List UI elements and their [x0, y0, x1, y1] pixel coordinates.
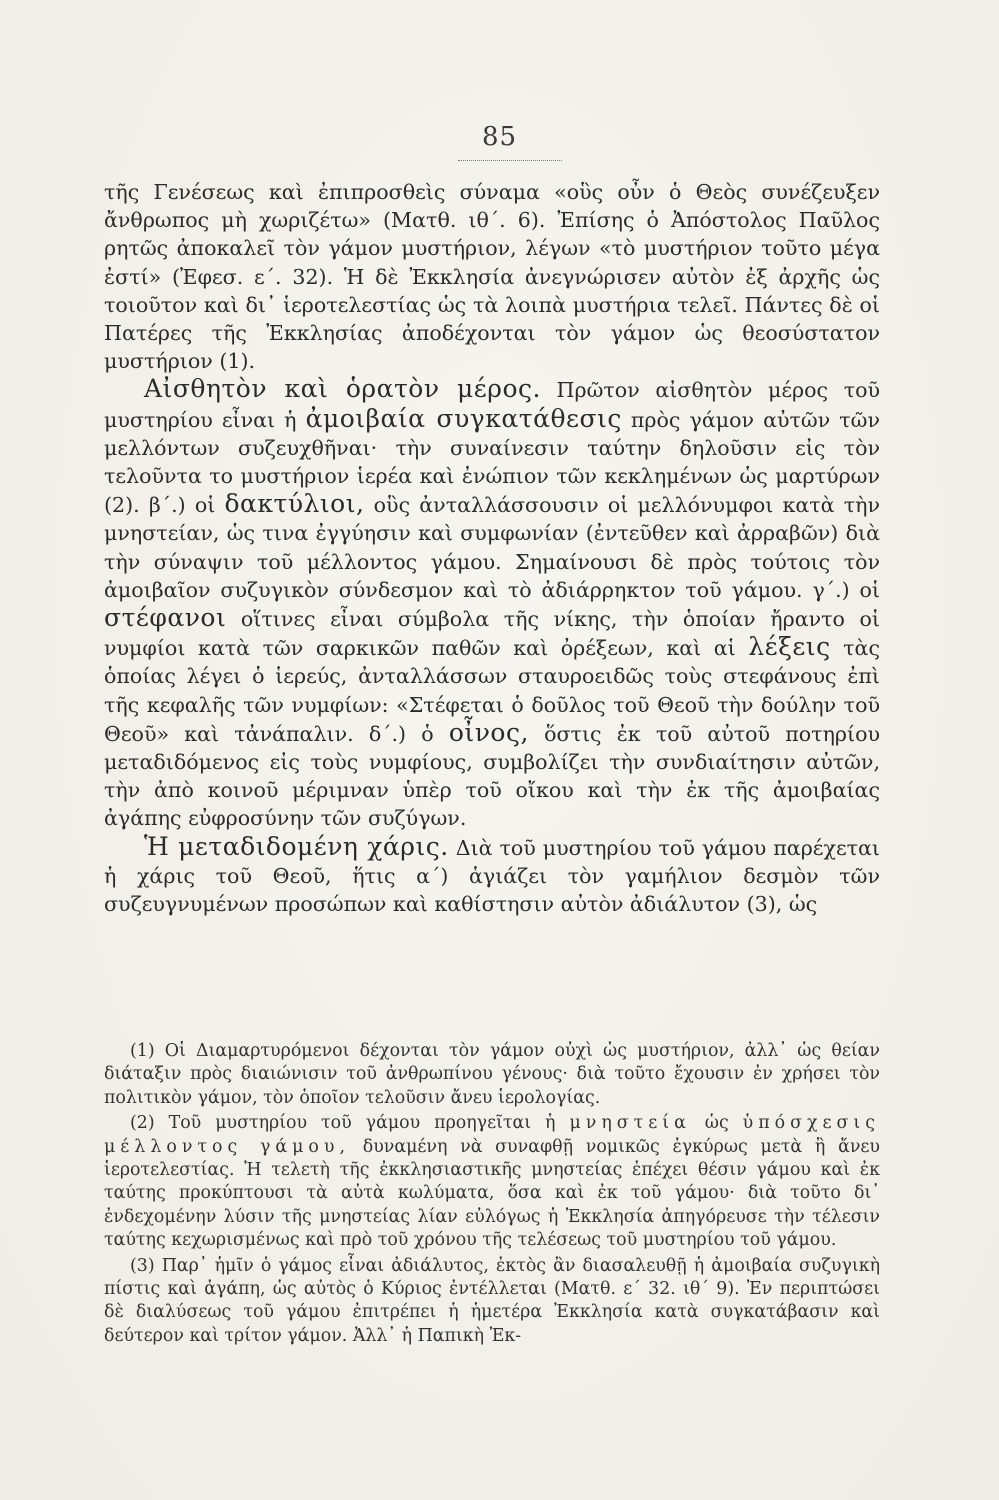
emphasis-crowns: στέφανοι — [104, 603, 227, 633]
footnote-3: (3) Παρ᾽ ἡμῖν ὁ γάμος εἶναι ἀδιάλυτος, ἐκτὸς ἂν διασαλευθῇ ἡ ἀμοιβαία συζυγικὴ πίστις καὶ ἀγάπη, ὡς αὐτὸς ὁ Κύριος ἐντέλλεται (Ματθ. ε΄ 32. ιθ΄ 9). Ἐν περιπτώσει δὲ διαλύσεως τοῦ γάμου ἐπιτρέπει ἡ ἡμετέρα Ἐκκλησία κατὰ συγκατάβασιν καὶ δεύτερον καὶ τρίτον γάμον. Ἀλλ᾽ ἡ Παπικὴ Ἐκ- — [104, 1255, 880, 1346]
text-run: οἵτινες εἶναι σύμβολα τῆς νίκης, τὴν ὁποίαν ἤραντο οἱ νυμφίοι κατὰ τῶν σαρκικῶν παθῶν καὶ ὀρέξεων, καὶ αἱ — [104, 607, 880, 661]
text-run: ὡς — [690, 1113, 743, 1134]
paragraph-2 — [104, 375, 880, 832]
footnote-1: (1) Οἱ Διαμαρτυρόμενοι δέχονται τὸν γάμον οὐχὶ ὡς μυστήριον, ἀλλ᾽ ὡς θείαν διάταξιν πρὸς διαιώνισιν τοῦ ἀνθρωπίνου γένους· διὰ τοῦτο ἔχουσιν ἐν χρήσει τὸν πολιτικὸν γάμον, τὸν ὁποῖον τελοῦσιν ἄνευ ἱερολογίας. — [104, 1041, 880, 1108]
emphasis-words: λέξεις — [748, 632, 831, 662]
footnote-2 — [104, 1112, 880, 1252]
text-run: (2) Τοῦ μυστηρίου τοῦ γάμου προηγεῖται ἡ — [130, 1113, 570, 1134]
main-text — [104, 178, 880, 918]
emphasis-consent: ἀμοιβαία συγκατάθεσις — [305, 403, 622, 433]
text-run: ὅστις ἐκ τοῦ αὐτοῦ ποτηρίου μεταδιδόμενος εἰς τοὺς νυμφίους, συμβολίζει τὴν συνδιαίτησιν αὐτῶν, τὴν ἀπὸ κοινοῦ μέριμναν ὑπὲρ τοῦ οἴκου καὶ τὴν ἐκ τῆς ἀμοιβαίας ἀγάπης εὐφροσύνην τῶν συζύγων. — [104, 721, 881, 831]
text-run: τὰς ὁποίας λέγει ὁ ἱερεύς, ἀνταλλάσσων σταυροειδῶς τοὺς στεφάνους ἐπὶ τῆς κεφαλῆς τῶν νυμφίων: «Στέφεται ὁ δοῦλος τοῦ Θεοῦ τὴν δούλην τοῦ Θεοῦ» καὶ τἀνάπαλιν. δ΄.) ὁ — [104, 636, 881, 746]
text-run: Διὰ τοῦ μυστηρίου τοῦ γάμου παρέχεται ἡ χάρις τοῦ Θεοῦ, ἥτις α΄) ἁγιάζει τὸν γαμήλιον δεσμὸν τῶν συζευγνυμένων προσώπων καὶ καθίστησιν αὐτὸν ἀδιάλυτον (3), ὡς — [104, 835, 880, 917]
paragraph-1: τῆς Γενέσεως καὶ ἐπιπροσθεὶς σύναμα «οὓς οὖν ὁ Θεὸς συνέζευξεν ἄνθρωπος μὴ χωριζέτω» (Ματθ. ιθ΄. 6). Ἐπίσης ὁ Ἀπόστολος Παῦλος ρητῶς ἀποκαλεῖ τὸν γάμον μυστήριον, λέγων «τὸ μυστήριον τοῦτο μέγα ἐστί» (Ἐφεσ. ε΄. 32). Ἡ δὲ Ἐκκλησία ἀνεγνώρισεν αὐτὸν ἐξ ἀρχῆς ὡς τοιοῦτον καὶ δι᾽ ἱεροτελεστίας ὡς τὰ λοιπὰ μυστήρια τελεῖ. Πάντες δὲ οἱ Πατέρες τῆς Ἐκκλησίας ἀποδέχονται τὸν γάμον ὡς θεοσύστατον μυστήριον (1). — [104, 180, 880, 374]
section-heading-grace: Ἡ μεταδιδομένη χάρις. — [144, 831, 449, 861]
text-run: πρὸς γάμον αὐτῶν τῶν μελλόντων συζευχθῆναι· τὴν συναίνεσιν ταύτην δηλοῦσιν εἰς τὸν τελοῦντα το μυστήριον ἱερέα καὶ ἐνώπιον τῶν κεκλημένων ὡς μαρτύρων (2). β΄.) οἱ — [104, 407, 880, 518]
page-number: 85 — [481, 122, 518, 152]
emphasis-rings: δακτύλιοι, — [224, 489, 365, 519]
text-run: οὓς ἀνταλλάσσουσιν οἱ μελλόνυμφοι κατὰ τὴν μνηστείαν, ὡς τινα ἐγγύησιν καὶ συμφωνίαν (ἐντεῦθεν καὶ ἀρραβῶν) διὰ τὴν σύναψιν τοῦ μέλλοντος γάμου. Σημαίνουσι δὲ πρὸς τούτοις τὸν ἀμοιβαῖον συζυγικὸν σύνδεσμον καὶ τὸ ἀδιάρρηκτον τοῦ γάμου. γ΄.) οἱ — [104, 493, 880, 602]
spaced-term-betrothal: μνηστεία — [569, 1113, 691, 1134]
text-run: δυναμένη νὰ συναφθῇ νομικῶς ἐγκύρως μετὰ ἢ ἄνευ ἱεροτελεστίας. Ἡ τελετὴ τῆς ἐκκλησιαστικῆς μνηστείας ἐπέχει θέσιν γάμου καὶ ἐκ ταύτης προκύπτουσι τὰ αὐτὰ κωλύματα, ὅσα καὶ ἐκ τοῦ γάμου· διὰ τοῦτο δι᾽ ἐνδεχομένην λύσιν τῆς μνηστείας λίαν εὐλόγως ἡ Ἐκκλησία ἀπηγόρευσε τὴν τέλεσιν ταύτης κεχωρισμένως καὶ πρὸ τοῦ χρόνου τῆς τελέσεως τοῦ μυστηρίου τοῦ γάμου. — [104, 1136, 880, 1251]
paragraph-3 — [104, 833, 880, 919]
spaced-term-promise: ὑπόσχεσις μέλλοντος γάμου, — [104, 1113, 880, 1157]
text-run: Πρῶτον αἰσθητὸν μέρος τοῦ μυστηρίου εἶναι ἡ — [104, 378, 881, 432]
header-rule — [458, 160, 562, 161]
emphasis-wine: οἶνος, — [448, 717, 529, 747]
footnotes — [104, 1040, 880, 1350]
section-heading-sensible-part: Αἰσθητὸν καὶ ὁρατὸν μέρος. — [144, 374, 541, 404]
